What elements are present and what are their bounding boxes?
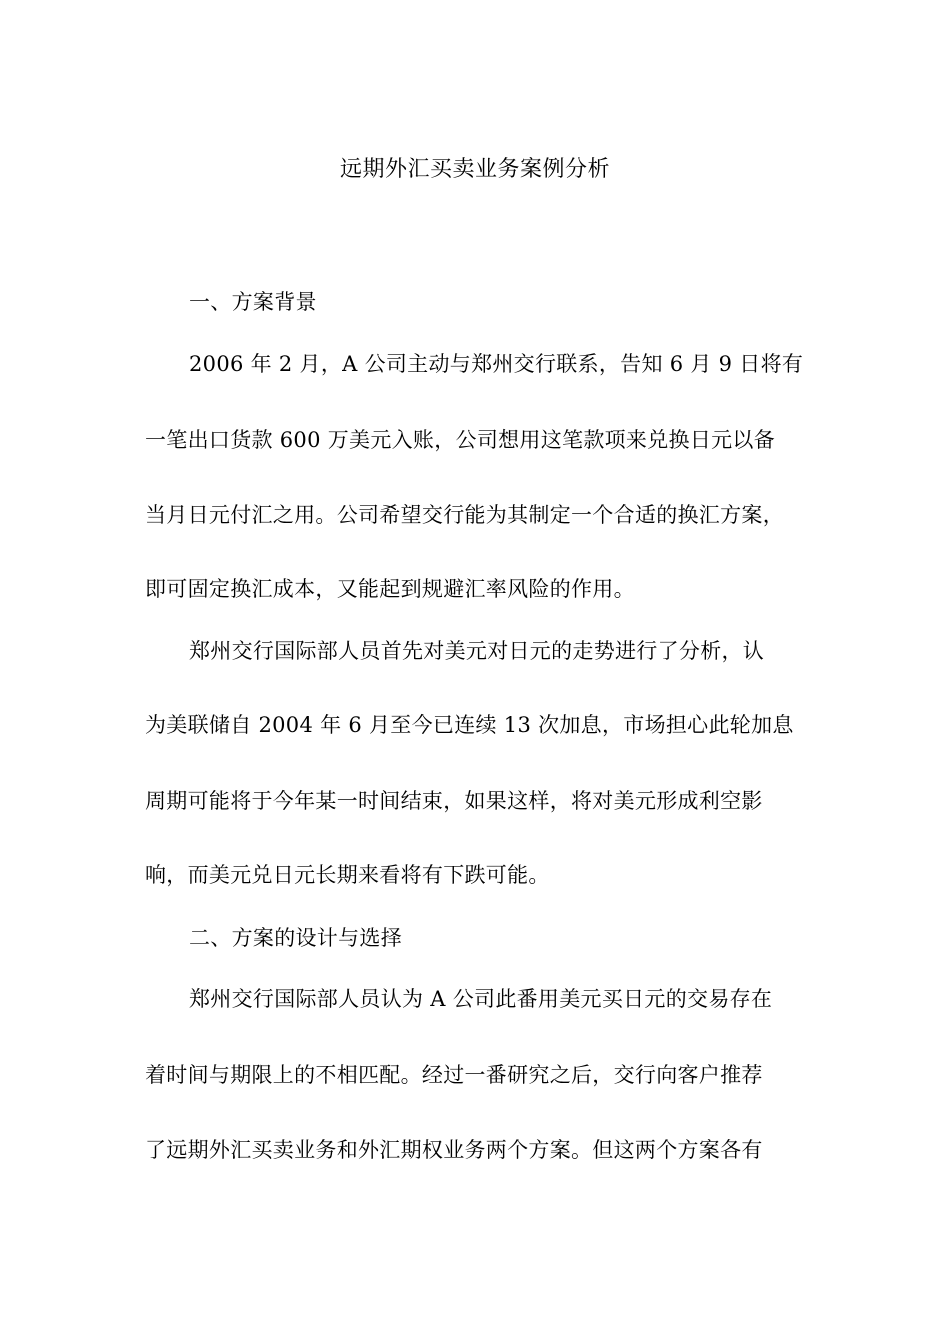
paragraph-line: 郑州交行国际部人员认为 A 公司此番用美元买日元的交易存在: [189, 987, 773, 1011]
paragraph-line: 周期可能将于今年某一时间结束，如果这样，将对美元形成利空影: [145, 789, 763, 813]
paragraph-line: 为美联储自 2004 年 6 月至今已连续 13 次加息，市场担心此轮加息: [145, 713, 794, 737]
paragraph-line: 一笔出口货款 600 万美元入账，公司想用这笔款项来兑换日元以备: [145, 428, 776, 452]
paragraph-line: 当月日元付汇之用。公司希望交行能为其制定一个合适的换汇方案，: [145, 503, 784, 527]
paragraph-line: 即可固定换汇成本，又能起到规避汇率风险的作用。: [145, 577, 635, 601]
document-title: 远期外汇买卖业务案例分析: [339, 157, 610, 182]
paragraph-line: 郑州交行国际部人员首先对美元对日元的走势进行了分析，认: [189, 639, 765, 663]
section-heading-background: 一、方案背景: [189, 290, 317, 314]
paragraph-line: 了远期外汇买卖业务和外汇期权业务两个方案。但这两个方案各有: [145, 1138, 763, 1162]
section-heading-design: 二、方案的设计与选择: [189, 926, 402, 950]
paragraph-line: 响，而美元兑日元长期来看将有下跌可能。: [145, 863, 550, 887]
paragraph-line: 2006 年 2 月，A 公司主动与郑州交行联系，告知 6 月 9 日将有: [189, 352, 804, 376]
paragraph-line: 着时间与期限上的不相匹配。经过一番研究之后，交行向客户推荐: [145, 1063, 763, 1087]
